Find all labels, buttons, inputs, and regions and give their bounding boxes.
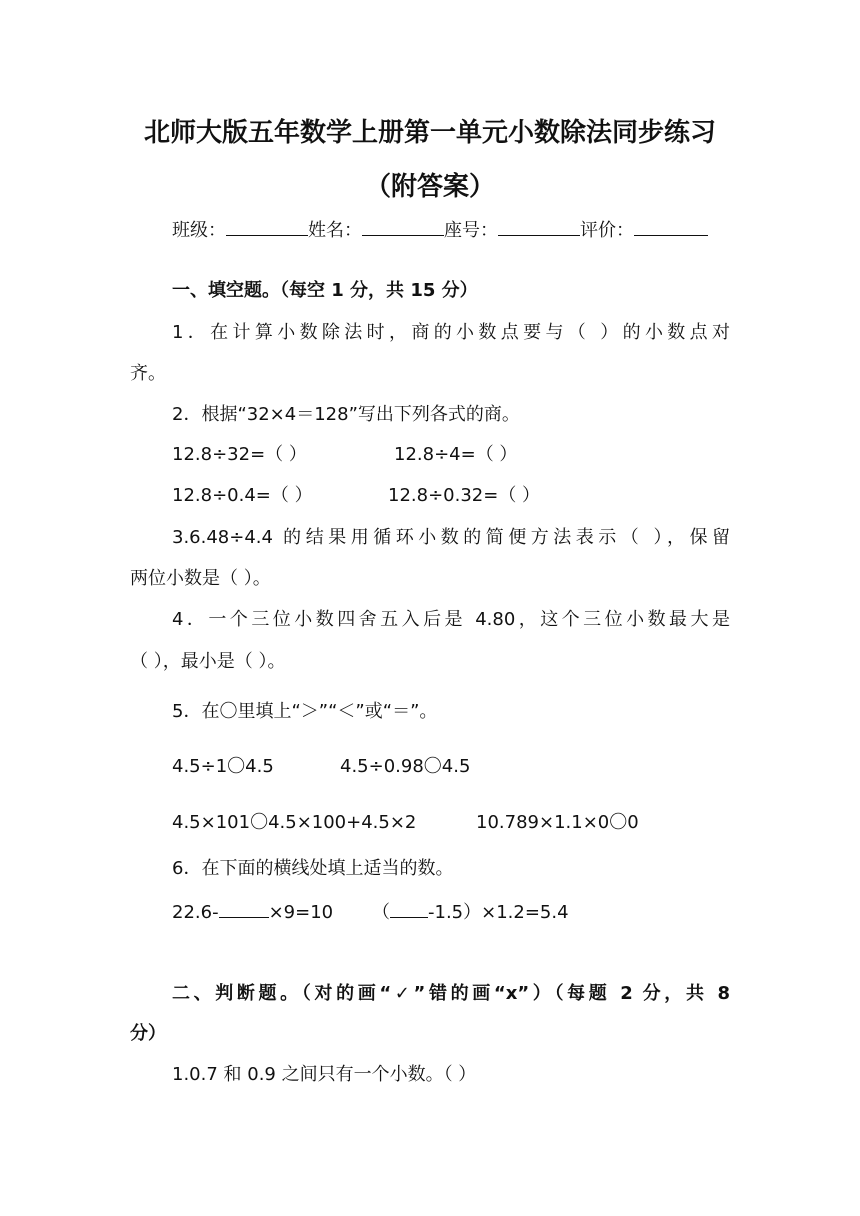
seat-label: 座号： <box>444 220 498 241</box>
q2-item-2: 12.8÷4=（ ） <box>394 444 518 465</box>
q1-text-cont: 齐。 <box>130 363 166 384</box>
name-label: 姓名： <box>308 220 362 241</box>
section2-heading-cont: 分） <box>130 1023 166 1044</box>
student-info-line <box>172 217 708 243</box>
q6-item-1-prefix: 22.6- <box>172 902 219 923</box>
q3-text-cont: 两位小数是（ ）。 <box>130 568 271 589</box>
q6-item-2-blank[interactable] <box>390 899 428 918</box>
q6-item-1-suffix: ×9=10 <box>268 902 334 923</box>
q6-text: 6．在下面的横线处填上适当的数。 <box>172 858 454 879</box>
rating-blank[interactable] <box>634 217 708 236</box>
q2-text: 2．根据“32×4＝128”写出下列各式的商。 <box>172 404 520 425</box>
q2-item-4: 12.8÷0.32=（ ） <box>388 485 541 506</box>
rating-label: 评价： <box>580 220 634 241</box>
seat-blank[interactable] <box>498 217 580 236</box>
q6-item-2-suffix: -1.5）×1.2=5.4 <box>428 902 569 923</box>
q6-item-2-prefix: （ <box>372 902 390 923</box>
q5-item-4: 10.789×1.1×0〇0 <box>476 812 639 833</box>
class-blank[interactable] <box>226 217 308 236</box>
q2-item-3: 12.8÷0.4=（ ） <box>172 485 313 506</box>
section2-q1-text: 1.0.7 和 0.9 之间只有一个小数。（ ） <box>172 1064 477 1085</box>
q1-text: 1．在计算小数除法时，商的小数点要与（ ）的小数点对 <box>172 322 730 343</box>
q6-item-1 <box>172 899 333 925</box>
document-title: 北师大版五年数学上册第一单元小数除法同步练习 <box>143 118 716 148</box>
q5-item-2: 4.5÷0.98〇4.5 <box>340 756 471 777</box>
q4-text-cont: （ ），最小是（ ）。 <box>130 651 286 672</box>
q2-item-1: 12.8÷32=（ ） <box>172 444 307 465</box>
q5-item-3: 4.5×101〇4.5×100+4.5×2 <box>172 812 417 833</box>
section2-heading: 二、判断题。（对的画“✓”错的画“x”）（每题 2 分，共 8 <box>172 983 730 1004</box>
q6-item-1-blank[interactable] <box>219 899 269 918</box>
class-label: 班级： <box>172 220 226 241</box>
q4-text: 4．一个三位小数四舍五入后是 4.80，这个三位小数最大是 <box>172 609 730 630</box>
q5-item-1: 4.5÷1〇4.5 <box>172 756 274 777</box>
name-blank[interactable] <box>362 217 444 236</box>
q3-text: 3.6.48÷4.4 的结果用循环小数的简便方法表示（ ），保留 <box>172 527 730 548</box>
document-subtitle: （附答案） <box>364 172 495 202</box>
section1-heading: 一、填空题。（每空 1 分，共 15 分） <box>172 280 478 301</box>
q5-text: 5．在〇里填上“＞”“＜”或“＝”。 <box>172 701 438 722</box>
q6-item-2 <box>372 899 569 925</box>
